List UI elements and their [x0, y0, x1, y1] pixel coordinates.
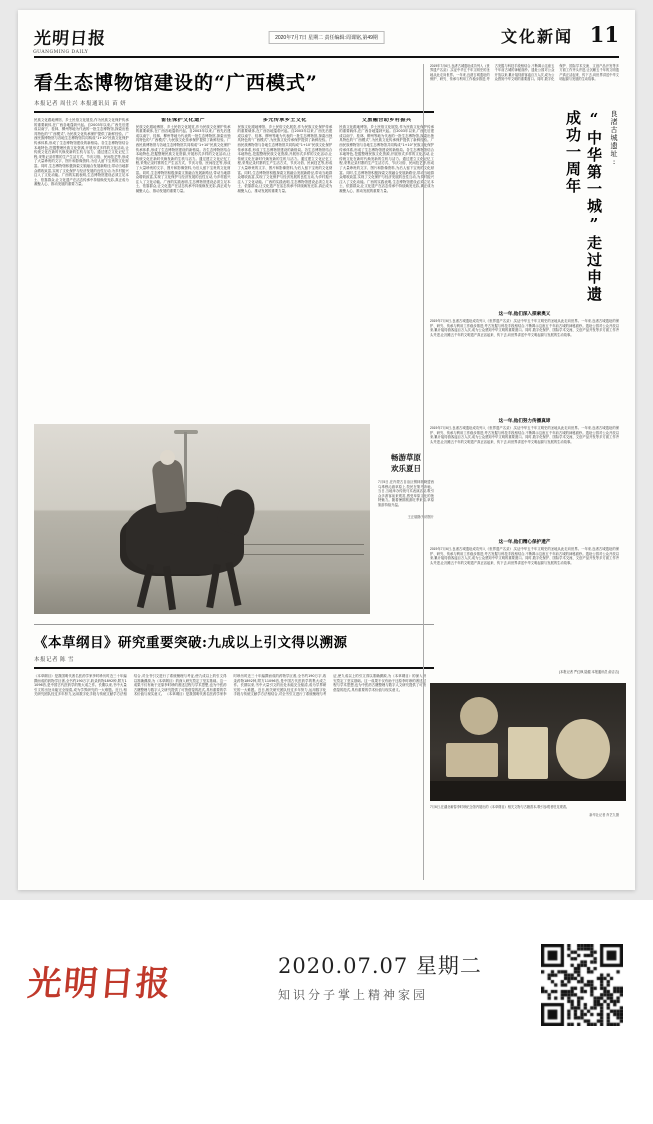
bottom-photo-wrap	[430, 683, 619, 817]
photo-caption-title-2: 欢乐夏日	[391, 464, 421, 473]
newspaper-sheet	[18, 10, 635, 890]
main-subhead-1: 留住保护文化遗产	[161, 118, 206, 123]
left-zone	[34, 64, 434, 880]
bottom-article-body: 《本草纲目》是我国明代著名医药学家李时珍历时近三十年编撰而成的药物学巨著,全书约190万字,收录药物1892种,附方11096首,是中国古代医药学的集大成之作。长期以来,书中大量引文的出处未能完全厘清,成为学界研究的一大难题。近日,相关研究团队经过多年努力,运用数字化手段与传统文献学方法相结合,对全书引文进行了系统梳理与考证,使九成以上的引文得以准确溯源,为《本草纲目》的深入研究奠定了坚实基础。这一成果不仅有助于还原李时珍的著述过程与学术思想,也为中医药古籍整理与数字人文研究提供了可资借鉴的范式,具有重要的学术价值与现实意义。	[34, 674, 227, 697]
photo-caption-title-1: 畅游草原	[391, 453, 421, 462]
photo-artifact-2	[508, 727, 548, 779]
bottom-byline: 本报记者 陈 雪	[34, 657, 75, 663]
masthead-logo-subtext: GUANGMING DAILY	[33, 50, 89, 55]
right-body-2: 2019年7月6日,良渚古城遗址成功列入《世界遗产名录》,实证中华五千年文明史的圣地从此走向世界。一年来,良渚古城遗址的保护、研究、传承与利用工作稳步推进,考古发掘与科技手段相结合,不断揭示这座五千年前古城的神秘面纱。遗址公园对公众开放以来,累计接待游客逾百万人次,成为公众感知中华文明的重要窗口。同时,数字化保护、国际学术交流、文创产品开发等多方面工作齐头并进,让沉睡五千年的文明遗产真正活起来、传下去,向世界讲述中华文明起源与发展的生动故事。	[430, 426, 619, 444]
main-article-body-4: 民族文化跟地博馆、乡土民俗文化展览,作为民族文化保护传承的重要载体,在广西各地蓬勃兴起。自2003年以来,广西先后建成以南宁、桂林、柳州等地为代表的一批生态博物馆,探索出独具特色的“广西模式”,为民族文化传承保护提供了新鲜经验。广西民族博物馆与各地生态博物馆共同构成“1+10”民族文化保护传承体系,形成了生态博物馆建设的新格局。各生态博物馆结合本地特色,挖掘整理民族文化资源,开展形式多样的文化活动,让传统文化在新时代焕发新的生机与活力。通过建立文化记忆工程,采集记录村寨的生产生活方式、节庆习俗、民间技艺等,形成了大量珍贵的文字、图片和影像资料,为后人留下宝贵的文化财富。同时,生态博物馆积极探索文旅融合发展新路径,带动当地群众增收致富,实现了文化保护与经济发展的良性互动,为乡村振兴注入了文化动能。广西的实践表明,生态博物馆建设必须立足本土、依靠群众,让文化遗产在活态传承中持续焕发光彩,真正成为凝聚人心、推动发展的重要力量。	[339, 124, 434, 193]
photo-ground	[34, 574, 370, 614]
main-subhead-3: 文旅融合助乡村振兴	[361, 118, 412, 123]
right-zone	[423, 64, 619, 880]
section-title: 文化新闻	[500, 27, 573, 46]
main-article-columns	[34, 118, 434, 418]
main-subhead-2: 多元传承乡土文化	[262, 118, 307, 123]
masthead-logo-text: 光明日报	[33, 29, 107, 49]
photo-fence-2	[244, 554, 364, 555]
photo-fence-1	[244, 544, 364, 545]
page-body	[34, 64, 619, 880]
masthead-dateline: 2020年7月7日 星期二 责任编辑:周课铭,第49期	[268, 31, 385, 44]
right-subhead-2: 这一年,他们努力传播真谛	[498, 418, 551, 423]
main-article-body-3: 民族文化跟地博馆、乡土民俗文化展览,作为民族文化保护传承的重要载体,在广西各地蓬勃兴起。自2003年以来,广西先后建成以南宁、桂林、柳州等地为代表的一批生态博物馆,探索出独具特色的“广西模式”,为民族文化传承保护提供了新鲜经验。广西民族博物馆与各地生态博物馆共同构成“1+10”民族文化保护传承体系,形成了生态博物馆建设的新格局。各生态博物馆结合本地特色,挖掘整理民族文化资源,开展形式多样的文化活动,让传统文化在新时代焕发新的生机与活力。通过建立文化记忆工程,采集记录村寨的生产生活方式、节庆习俗、民间技艺等,形成了大量珍贵的文字、图片和影像资料,为后人留下宝贵的文化财富。同时,生态博物馆积极探索文旅融合发展新路径,带动当地群众增收致富,实现了文化保护与经济发展的良性互动,为乡村振兴注入了文化动能。广西的实践表明,生态博物馆建设必须立足本土、依靠群众,让文化遗产在活态传承中持续焕发光彩,真正成为凝聚人心、推动发展的重要力量。	[237, 124, 333, 193]
right-subhead-1: 这一年,他们深入探索奥义	[498, 311, 551, 316]
bottom-article-body-2: 《本草纲目》是我国明代著名医药学家李时珍历时近三十年编撰而成的药物学巨著,全书约190万字,收录药物1892种,附方11096首,是中国古代医药学的集大成之作。长期以来,书中大量引文的出处未能完全厘清,成为学界研究的一大难题。近日,相关研究团队经过多年努力,运用数字化手段与传统文献学方法相结合,对全书引文进行了系统梳理与考证,使九成以上的引文得以准确溯源,为《本草纲目》的深入研究奠定了坚实基础。这一成果不仅有助于还原李时珍的著述过程与学术思想,也为中医药古籍整理与数字人文研究提供了可资借鉴的范式,具有重要的学术价值与现实意义。	[165, 674, 426, 697]
headline-rule	[34, 111, 434, 113]
photo-artifact-3	[556, 719, 610, 779]
main-headline: 看生态博物馆建设的“广西模式”	[34, 72, 318, 94]
press-photo	[34, 424, 370, 614]
section-divider	[34, 624, 434, 625]
bottom-press-photo	[430, 683, 626, 801]
bottom-headline: 《本草纲目》研究重要突破:九成以上引文得以溯源	[34, 635, 348, 651]
right-lead-columns	[430, 64, 619, 106]
footer-inner	[25, 942, 625, 1082]
qr-code-icon[interactable]	[539, 942, 625, 1028]
masthead-rule	[34, 56, 619, 58]
bottom-photo-caption: 7月6日,在湖北蕲春李时珍纪念馆内展出的《本草纲目》相关文物与古籍善本,吸引参观者驻足观看。	[430, 804, 570, 809]
right-body-3: 2019年7月6日,良渚古城遗址成功列入《世界遗产名录》,实证中华五千年文明史的圣地从此走向世界。一年来,良渚古城遗址的保护、研究、传承与利用工作稳步推进,考古发掘与科技手段相结合,不断揭示这座五千年前古城的神秘面纱。遗址公园对公众开放以来,累计接待游客逾百万人次,成为公众感知中华文明的重要窗口。同时,数字化保护、国际学术交流、文创产品开发等多方面工作齐头并进,让沉睡五千年的文明遗产真正活起来、传下去,向世界讲述中华文明起源与发展的生动故事。	[430, 547, 619, 565]
photo-foreground	[430, 781, 626, 801]
main-article-body: 民族文化跟地博馆、乡土民俗文化展览,作为民族文化保护传承的重要载体,在广西各地蓬勃兴起。自2003年以来,广西先后建成以南宁、桂林、柳州等地为代表的一批生态博物馆,探索出独具特色的“广西模式”,为民族文化传承保护提供了新鲜经验。广西民族博物馆与各地生态博物馆共同构成“1+10”民族文化保护传承体系,形成了生态博物馆建设的新格局。各生态博物馆结合本地特色,挖掘整理民族文化资源,开展形式多样的文化活动,让传统文化在新时代焕发新的生机与活力。通过建立文化记忆工程,采集记录村寨的生产生活方式、节庆习俗、民间技艺等,形成了大量珍贵的文字、图片和影像资料,为后人留下宝贵的文化财富。同时,生态博物馆积极探索文旅融合发展新路径,带动当地群众增收致富,实现了文化保护与经济发展的良性互动,为乡村振兴注入了文化动能。广西的实践表明,生态博物馆建设必须立足本土、依靠群众,让文化遗产在活态传承中持续焕发光彩,真正成为凝聚人心、推动发展的重要力量。	[34, 118, 129, 187]
masthead	[34, 24, 619, 54]
photo-rider-head	[160, 450, 175, 465]
bottom-photo-credit: 新华社记者 肖艺九摄	[589, 813, 619, 817]
right-credit: (本报记者 严红枫 陆健 本报通讯员 俞吉吉)	[559, 670, 619, 674]
footer-date: 2020.07.07 星期二	[278, 954, 482, 978]
bottom-grid	[34, 674, 434, 804]
right-body-1: 2019年7月6日,良渚古城遗址成功列入《世界遗产名录》,实证中华五千年文明史的圣地从此走向世界。一年来,良渚古城遗址的保护、研究、传承与利用工作稳步推进,考古发掘与科技手段相结合,不断揭示这座五千年前古城的神秘面纱。遗址公园对公众开放以来,累计接待游客逾百万人次,成为公众感知中华文明的重要窗口。同时,数字化保护、国际学术交流、文创产品开发等多方面工作齐头并进,让沉睡五千年的文明遗产真正活起来、传下去,向世界讲述中华文明起源与发展的生动故事。	[430, 319, 619, 337]
footer-banner	[0, 900, 653, 1124]
photo-artifact-4	[460, 697, 498, 735]
right-headline: “中华第一城”走过申遗成功一周年	[564, 110, 603, 303]
right-vertical-headline	[430, 110, 619, 306]
right-kicker: 良渚古城遗址:	[610, 110, 618, 167]
photo-block	[34, 424, 434, 614]
footer-slogan: 知识分子掌上精神家园	[278, 988, 429, 1002]
photo-caption-text: 7月5日,在内蒙古自治区锡林郭勒盟西乌珠穆沁旗草原上,牧民在策马奔驰。当日,当地举办传统马术表演活动,吸引众多游客前来观赏,感受草原文化的独特魅力。随着暑期旅游旺季来临,草原旅游持续升温。	[378, 480, 434, 507]
bottom-headline-rule	[34, 667, 434, 669]
photo-rider-body	[151, 459, 186, 514]
right-lead-text: 2019年7月6日,良渚古城遗址成功列入《世界遗产名录》,实证中华五千年文明史的圣地从此走向世界。一年来,良渚古城遗址的保护、研究、传承与利用工作稳步推进,考古发掘与科技手段相结合,不断揭示这座五千年前古城的神秘面纱。遗址公园对公众开放以来,累计接待游客逾百万人次,成为公众感知中华文明的重要窗口。同时,数字化保护、国际学术交流、文创产品开发等多方面工作齐头并进,让沉睡五千年的文明遗产真正活起来、传下去,向世界讲述中华文明起源与发展的生动故事。	[430, 64, 619, 81]
main-byline: 本报记者 周仕兴 本报通讯员 苗 妍	[34, 101, 127, 107]
bottom-article-columns	[34, 674, 426, 804]
photo-credit: 王正瑞摄/光明图片	[407, 514, 434, 519]
right-subhead-3: 这一年,他们精心保护遗产	[498, 539, 551, 544]
main-article-body-2: 民族文化跟地博馆、乡土民俗文化展览,作为民族文化保护传承的重要载体,在广西各地蓬勃兴起。自2003年以来,广西先后建成以南宁、桂林、柳州等地为代表的一批生态博物馆,探索出独具特色的“广西模式”,为民族文化传承保护提供了新鲜经验。广西民族博物馆与各地生态博物馆共同构成“1+10”民族文化保护传承体系,形成了生态博物馆建设的新格局。各生态博物馆结合本地特色,挖掘整理民族文化资源,开展形式多样的文化活动,让传统文化在新时代焕发新的生机与活力。通过建立文化记忆工程,采集记录村寨的生产生活方式、节庆习俗、民间技艺等,形成了大量珍贵的文字、图片和影像资料,为后人留下宝贵的文化财富。同时,生态博物馆积极探索文旅融合发展新路径,带动当地群众增收致富,实现了文化保护与经济发展的良性互动,为乡村振兴注入了文化动能。广西的实践表明,生态博物馆建设必须立足本土、依靠群众,让文化遗产在活态传承中持续焕发光彩,真正成为凝聚人心、推动发展的重要力量。	[135, 124, 231, 193]
masthead-logo	[33, 24, 107, 55]
photo-artifact-1	[446, 743, 498, 777]
footer-logo: 光明日报	[25, 964, 174, 1004]
page-number: 11	[589, 22, 619, 47]
